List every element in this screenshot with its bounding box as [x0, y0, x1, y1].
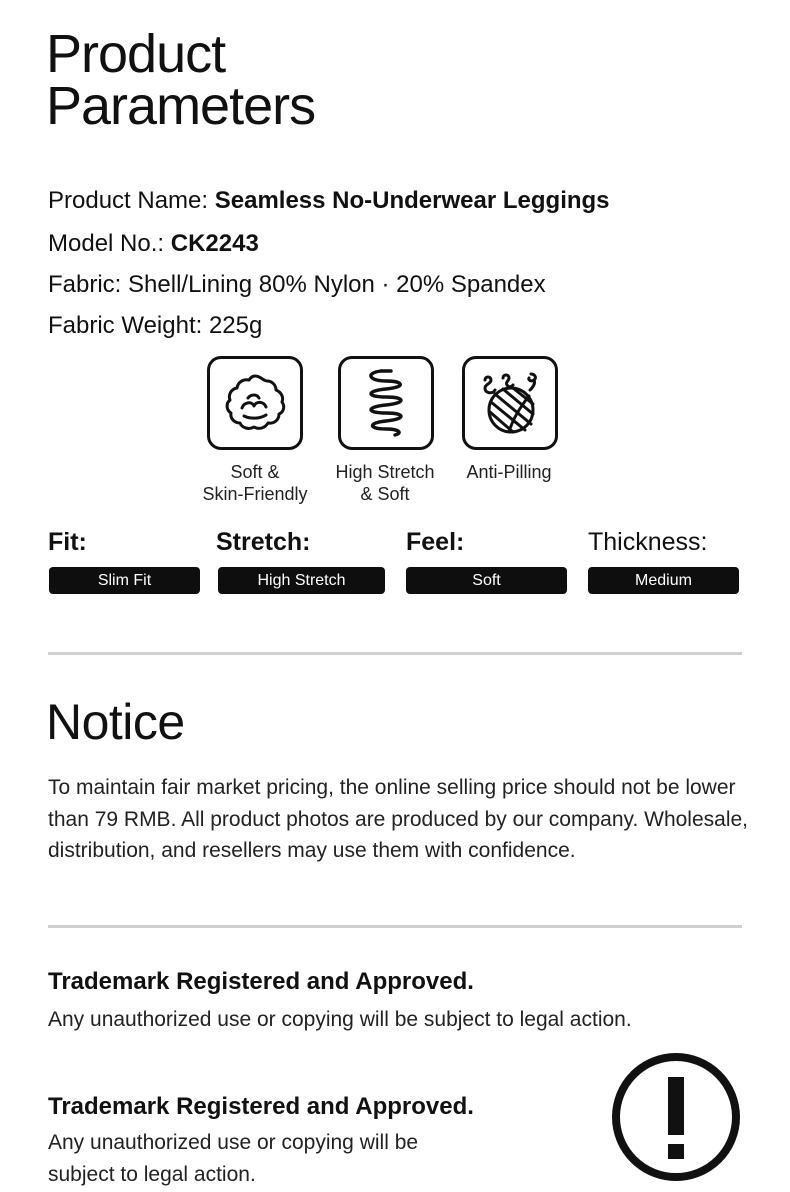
attr-value-stretch: High Stretch	[218, 567, 385, 594]
spec-label: Product Name:	[48, 187, 209, 214]
spec-label: Fabric Weight:	[48, 312, 203, 339]
notice-title: Notice	[46, 694, 185, 750]
spec-label: Fabric:	[48, 271, 122, 298]
feature-label-soft	[185, 461, 325, 505]
feature-label-line: Anti-Pilling	[466, 462, 552, 482]
section-divider	[48, 652, 742, 655]
spec-model-no	[48, 229, 259, 259]
attr-label-fit: Fit:	[48, 528, 87, 556]
spec-product-name	[48, 186, 610, 216]
spring-icon	[338, 356, 434, 450]
feature-label-stretch	[315, 461, 455, 505]
spec-value: Seamless No-Underwear Leggings	[214, 187, 610, 214]
notice-body: To maintain fair market pricing, the online selling price should not be lower than 79 RMB. All product photos are produced by our company. Wholesale, distribution, and resellers may use them with confidence.	[48, 776, 749, 862]
attr-value-feel: Soft	[406, 567, 567, 594]
attr-value-fit: Slim Fit	[49, 567, 200, 594]
feature-label-line: High Stretch	[335, 462, 435, 482]
trademark-body-line: subject to legal action.	[48, 1163, 256, 1186]
feature-label-line: Soft &	[230, 462, 280, 482]
spec-value: 225g	[208, 312, 263, 339]
attr-label-thickness: Thickness:	[588, 528, 708, 556]
attr-label-stretch: Stretch:	[216, 528, 311, 556]
trademark-title: Trademark Registered and Approved.	[48, 1093, 474, 1120]
title-line-2: Parameters	[46, 76, 316, 136]
exclamation-icon	[611, 1052, 741, 1182]
spec-fabric	[48, 270, 546, 300]
title-line-1: Product	[46, 24, 226, 84]
feature-label-line: & Soft	[360, 484, 410, 504]
spec-fabric-weight	[48, 311, 262, 341]
attr-label-feel: Feel:	[406, 528, 465, 556]
trademark-body	[48, 1127, 418, 1191]
trademark-body: Any unauthorized use or copying will be subject to legal action.	[48, 1008, 632, 1031]
section-divider	[48, 925, 742, 928]
spec-value: CK2243	[170, 230, 259, 257]
trademark-body-line: Any unauthorized use or copying will be	[48, 1131, 419, 1154]
spec-value: Shell/Lining 80% Nylon · 20% Spandex	[128, 271, 546, 298]
cloud-icon	[207, 356, 303, 450]
page-title	[46, 24, 316, 136]
feature-label-line: Skin-Friendly	[202, 484, 308, 504]
feature-label-anti-pilling	[439, 461, 579, 483]
attr-value-thickness: Medium	[588, 567, 739, 594]
spec-label: Model No.:	[48, 230, 165, 257]
yarn-ball-icon	[462, 356, 558, 450]
trademark-title: Trademark Registered and Approved.	[48, 968, 474, 995]
